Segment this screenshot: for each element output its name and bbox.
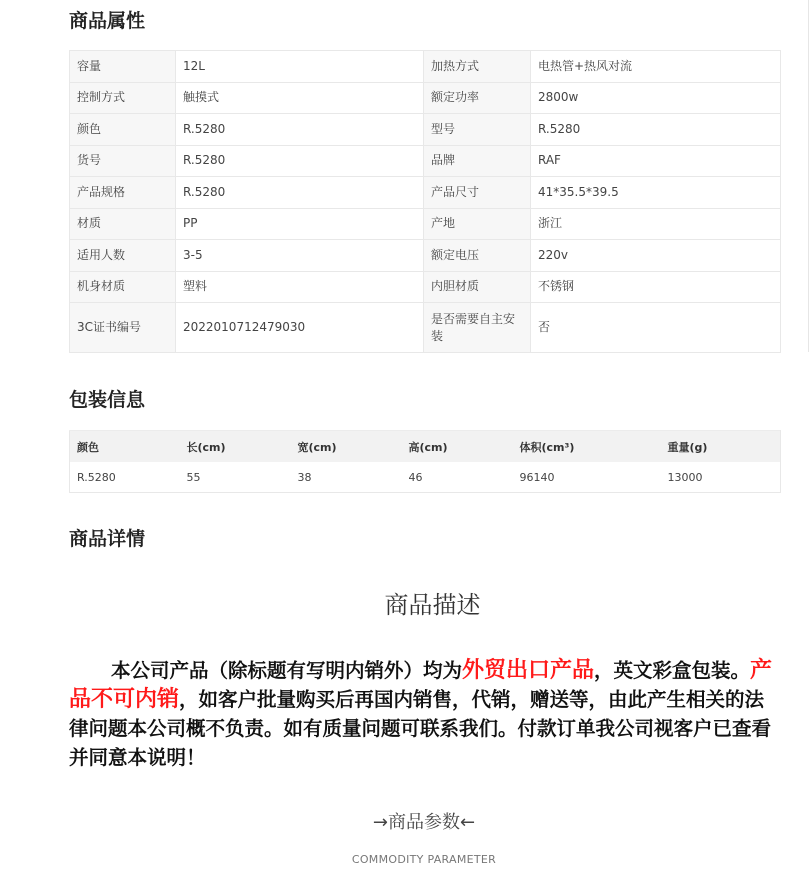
attr-key: 容量 [70,51,176,83]
attributes-table [69,50,781,353]
table-cell: 38 [291,462,402,493]
section-title-details: 商品详情 [69,528,146,550]
table-row [70,145,781,177]
notice-text: ，英文彩盒包装。 [594,659,751,682]
attr-key: 是否需要自主安装 [424,303,531,353]
notice-text: 本公司产品（除标题有写明内销外）均为 [111,659,463,682]
notice-text: ，如客户批量购买后再国内销售，代销，赠送等，由此产生相关的法律问题本公司概不负责。如有质量问题可联系我们。付款订单我公司视客户已查看并同意本说明！ [69,688,772,769]
attr-key: 控制方式 [70,82,176,114]
table-row [70,303,781,353]
attr-key: 适用人数 [70,240,176,272]
attr-value: 2800w [531,82,781,114]
table-row [70,82,781,114]
attr-key: 加热方式 [424,51,531,83]
export-notice [69,656,781,772]
attr-value: 电热管+热风对流 [531,51,781,83]
column-header: 长(cm) [180,431,291,463]
attr-value: PP [176,208,424,240]
section-title-packaging: 包装信息 [69,389,146,411]
attr-key: 产品规格 [70,177,176,209]
attr-key: 3C证书编号 [70,303,176,353]
attr-key: 货号 [70,145,176,177]
table-row [70,462,781,493]
parameter-title: →商品参数← [372,812,476,833]
attr-value: R.5280 [176,114,424,146]
table-row [70,177,781,209]
attr-value: 触摸式 [176,82,424,114]
attr-key: 机身材质 [70,271,176,303]
attr-key: 额定电压 [424,240,531,272]
packaging-table [69,430,781,493]
attr-key: 产地 [424,208,531,240]
notice-highlight: 外贸出口产品 [462,658,595,683]
attr-key: 品牌 [424,145,531,177]
description-title: 商品描述 [384,591,481,619]
attr-value: 3-5 [176,240,424,272]
attr-value: 12L [176,51,424,83]
table-cell: R.5280 [70,462,180,493]
attr-key: 颜色 [70,114,176,146]
attr-key: 型号 [424,114,531,146]
attr-value: R.5280 [531,114,781,146]
attr-key: 内胆材质 [424,271,531,303]
column-header: 宽(cm) [291,431,402,463]
column-header: 高(cm) [402,431,513,463]
attr-value: R.5280 [176,145,424,177]
table-cell: 55 [180,462,291,493]
attr-value: R.5280 [176,177,424,209]
table-row [70,51,781,83]
attr-value: 不锈钢 [531,271,781,303]
table-cell: 96140 [513,462,661,493]
attr-key: 材质 [70,208,176,240]
table-row [70,208,781,240]
attr-value: 220v [531,240,781,272]
attr-value: RAF [531,145,781,177]
notice-highlight: 产品不可内销 [69,658,773,712]
attr-key: 额定功率 [424,82,531,114]
scrollbar-edge [808,0,809,352]
table-row [70,114,781,146]
table-cell: 13000 [661,462,781,493]
table-row [70,271,781,303]
column-header: 体积(cm³) [513,431,661,463]
attr-key: 产品尺寸 [424,177,531,209]
column-header: 颜色 [70,431,180,463]
parameter-subtitle: COMMODITY PARAMETER [351,853,497,866]
table-header-row [70,431,781,463]
attr-value: 2022010712479030 [176,303,424,353]
attr-value: 浙江 [531,208,781,240]
column-header: 重量(g) [661,431,781,463]
attr-value: 否 [531,303,781,353]
section-title-attributes: 商品属性 [69,10,146,32]
table-row [70,240,781,272]
attr-value: 41*35.5*39.5 [531,177,781,209]
attr-value: 塑料 [176,271,424,303]
table-cell: 46 [402,462,513,493]
